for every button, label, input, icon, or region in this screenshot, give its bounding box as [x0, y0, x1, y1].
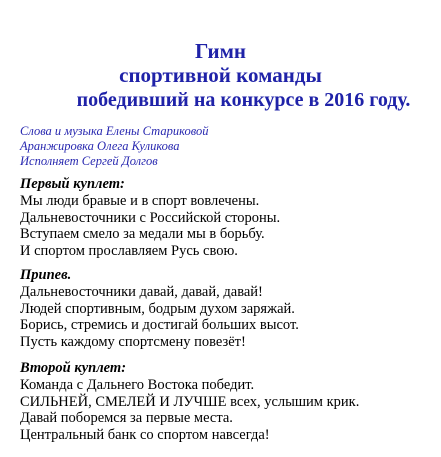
chorus-line: Дальневосточники давай, давай, давай! — [20, 283, 263, 300]
credit-arrangement: Аранжировка Олега Куликова — [20, 139, 180, 153]
title-line-3: победивший на конкурсе в 2016 году. — [76, 89, 411, 111]
title-line-1: Гимн — [194, 39, 247, 63]
chorus-line: Людей спортивным, бодрым духом заряжай. — [20, 300, 295, 317]
verse-1 — [20, 176, 280, 260]
chorus — [20, 267, 299, 351]
verse-1-heading: Первый куплет: — [20, 176, 125, 192]
title-line-2: спортивной команды — [119, 63, 322, 87]
verse-1-line: И спортом прославляем Русь свою. — [20, 243, 238, 260]
chorus-line: Борись, стремись и достигай больших высот. — [20, 317, 299, 334]
verse-2 — [20, 360, 359, 444]
credits-block — [20, 124, 208, 169]
verse-1-line: Вступаем смело за медали мы в борьбу. — [20, 226, 265, 243]
verse-2-line: Центральный банк со спортом навсегда! — [20, 427, 270, 444]
credit-performer: Исполняет Сергей Долгов — [20, 154, 158, 168]
credit-lyrics-music: Слова и музыка Елены Стариковой — [20, 124, 209, 138]
verse-2-heading: Второй куплет: — [20, 360, 127, 376]
verse-2-line: СИЛЬНЕЙ, СМЕЛЕЙ И ЛУЧШЕ всех, услышим крик. — [20, 393, 360, 410]
verse-1-line: Мы люди бравые и в спорт вовлечены. — [20, 192, 260, 209]
chorus-line: Пусть каждому спортсмену повезёт! — [20, 334, 246, 351]
chorus-heading: Припев. — [20, 267, 72, 283]
verse-2-line: Команда с Дальнего Востока победит. — [20, 376, 255, 393]
verse-2-line: Давай поборемся за первые места. — [20, 410, 233, 427]
verse-1-line: Дальневосточники с Российской стороны. — [20, 209, 281, 226]
